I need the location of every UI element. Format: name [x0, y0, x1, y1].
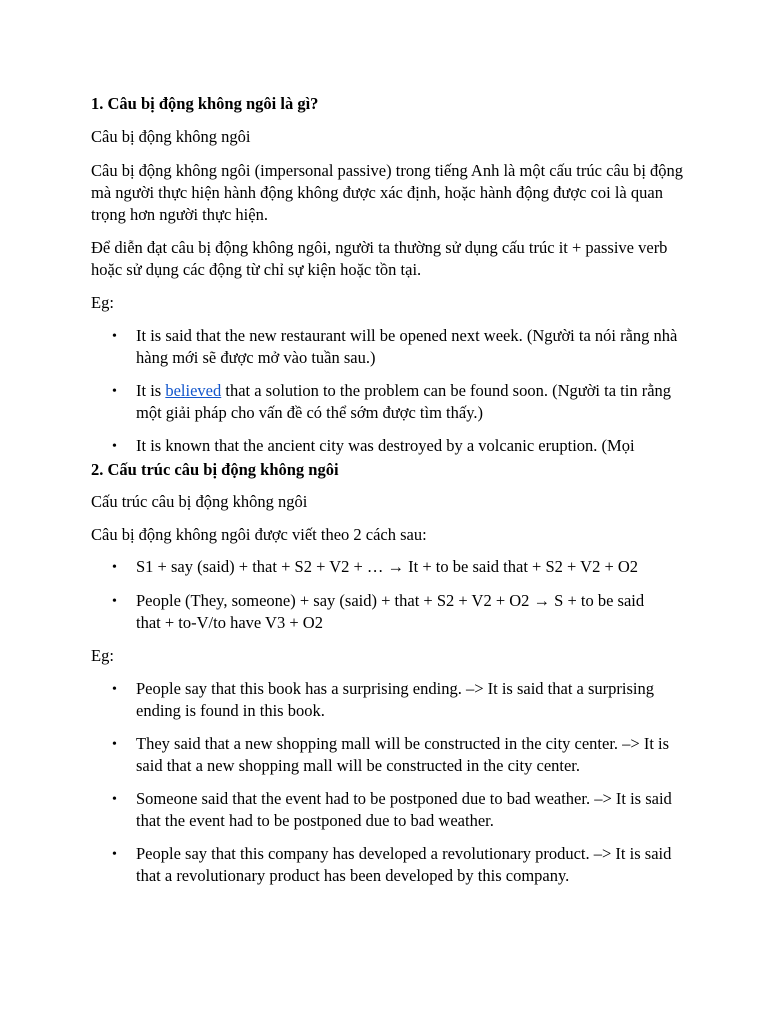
section-1-paragraph-1: Câu bị động không ngôi (impersonal passive) trong tiếng Anh là một cấu trúc câu bị động mà người thực hiện hành động không được xác định, hoặc hành động được coi là quan trọng hơn người thực hiện. — [91, 161, 684, 224]
section-2-subheading: Cấu trúc câu bị động không ngôi — [91, 492, 308, 511]
bullet-marker: • — [112, 847, 117, 862]
bullet-marker: • — [112, 384, 117, 399]
list-item: They said that a new shopping mall will be constructed in the city center. –> It is said that a new shopping mall will be constructed in the city center. — [136, 734, 670, 775]
section-1-subheading: Câu bị động không ngôi — [91, 127, 251, 146]
bullet-marker: • — [112, 737, 117, 752]
section-2-eg-label: Eg: — [91, 646, 114, 665]
believed-link[interactable]: believed — [165, 381, 222, 400]
bullet-marker: • — [112, 594, 117, 609]
bullet-marker: • — [112, 560, 117, 575]
section-1-heading: 1. Câu bị động không ngôi là gì? — [91, 94, 319, 113]
list-item: It is known that the ancient city was destroyed by a volcanic eruption. (Mọi — [136, 436, 635, 455]
list-item: Someone said that the event had to be postponed due to bad weather. –> It is said that the event had to be postponed due to bad weather. — [136, 789, 672, 830]
list-item: It is said that the new restaurant will be opened next week. (Người ta nói rằng nhà hàng mới sẽ được mở vào tuần sau.) — [136, 326, 678, 367]
section-1-eg-label: Eg: — [91, 293, 114, 312]
list-item: People (They, someone) + say (said) + that + S2 + V2 + O2 → S + to be said that + to-V/to have V3 + O2 — [136, 591, 645, 632]
bullet-marker: • — [112, 682, 117, 697]
bullet-marker: • — [112, 439, 117, 454]
section-1-paragraph-2: Để diễn đạt câu bị động không ngôi, người ta thường sử dụng cấu trúc it + passive verb hoặc sử dụng các động từ chỉ sự kiện hoặc tồn tại. — [91, 238, 668, 279]
list-item: S1 + say (said) + that + S2 + V2 + … → It + to be said that + S2 + V2 + O2 — [136, 557, 639, 576]
list-item-text: that a solution to the problem can be found soon. (Người ta tin rằng một giải pháp cho vấn đề có thể sớm được tìm thấy.) — [136, 381, 672, 422]
section-2-heading: 2. Cấu trúc câu bị động không ngôi — [91, 460, 339, 479]
list-item: People say that this company has developed a revolutionary product. –> It is said that a revolutionary product has been developed by this company. — [136, 844, 672, 885]
list-item — [136, 380, 681, 424]
section-2-intro: Câu bị động không ngôi được viết theo 2 cách sau: — [91, 525, 427, 544]
bullet-marker: • — [112, 329, 117, 344]
list-item-text: It is — [136, 381, 166, 400]
bullet-marker: • — [112, 792, 117, 807]
list-item: People say that this book has a surprising ending. –> It is said that a surprising ending is found in this book. — [136, 679, 654, 720]
